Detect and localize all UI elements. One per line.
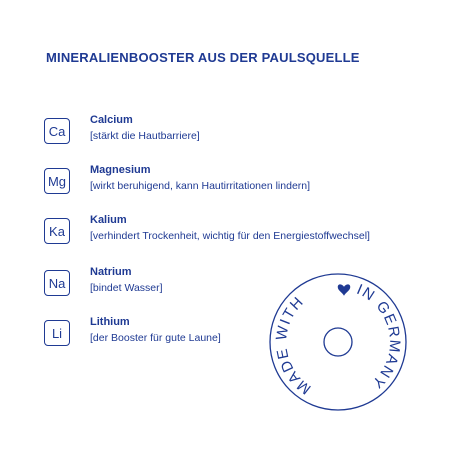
mineral-description: [wirkt beruhigend, kann Hautirritationen lindern] xyxy=(90,180,311,192)
seal-outer-ring xyxy=(270,274,406,410)
mineral-name: Natrium xyxy=(90,266,132,278)
seal-text-made-with: MADE WITH xyxy=(272,292,315,398)
mineral-name: Magnesium xyxy=(90,164,151,176)
mineral-symbol: Li xyxy=(44,320,70,346)
mineral-symbol: Ca xyxy=(44,118,70,144)
mineral-name: Kalium xyxy=(90,214,127,226)
mineral-description: [verhindert Trockenheit, wichtig für den Energiestoffwechsel] xyxy=(90,230,370,242)
mineral-item-calcium xyxy=(44,112,424,146)
mineral-item-magnesium xyxy=(44,162,424,196)
seal-text-in-germany: IN GERMANY xyxy=(354,281,404,393)
mineral-description: [stärkt die Hautbarriere] xyxy=(90,130,200,142)
mineral-name: Calcium xyxy=(90,114,133,126)
mineral-name: Lithium xyxy=(90,316,130,328)
mineral-symbol: Ka xyxy=(44,218,70,244)
mineral-description: [der Booster für gute Laune] xyxy=(90,332,221,344)
headline: MINERALIENBOOSTER AUS DER PAULSQUELLE xyxy=(46,50,360,65)
mineral-symbol: Mg xyxy=(44,168,70,194)
mineral-description: [bindet Wasser] xyxy=(90,282,163,294)
mineral-item-kalium xyxy=(44,212,424,246)
made-in-germany-seal xyxy=(268,272,408,412)
mineral-symbol: Na xyxy=(44,270,70,296)
